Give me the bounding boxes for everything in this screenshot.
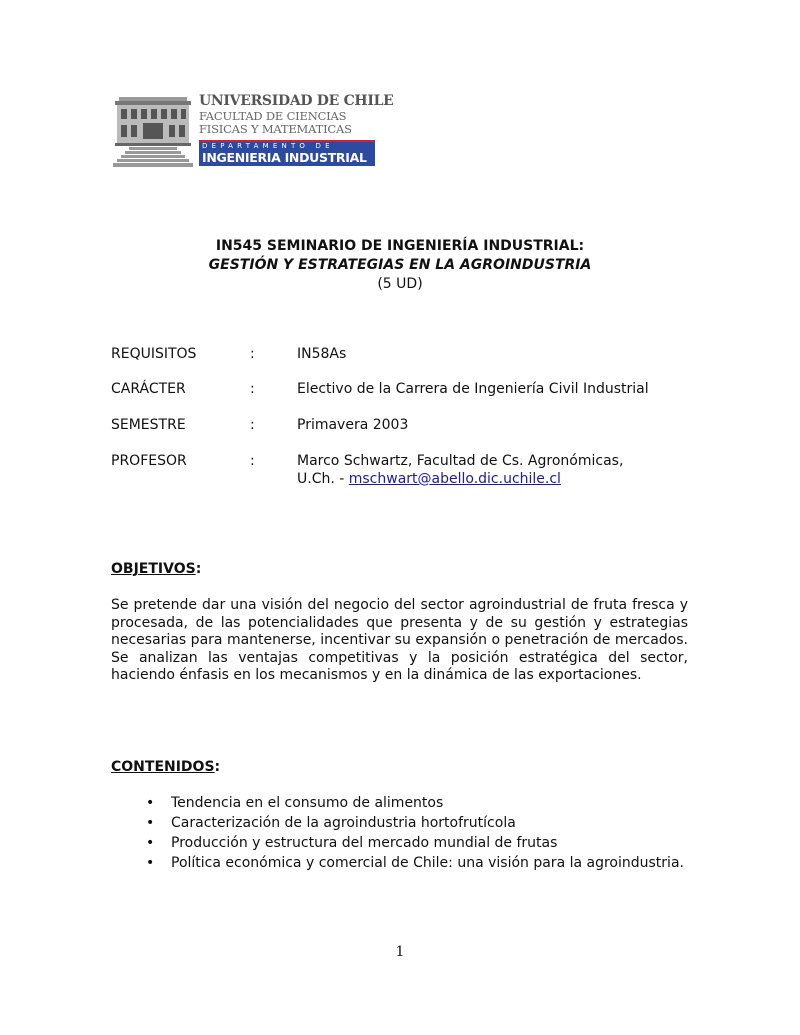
list-item (146, 853, 688, 873)
bullet-icon: • (146, 815, 155, 831)
university-logo (113, 93, 394, 171)
logo-faculty-line1: FACULTAD DE CIENCIAS (199, 109, 347, 123)
info-label: REQUISITOS (111, 346, 197, 362)
logo-department-band (199, 140, 375, 166)
info-separator: : (250, 453, 255, 469)
list-item-text: Tendencia en el consumo de alimentos (171, 795, 444, 811)
info-value: IN58As (297, 346, 347, 362)
info-separator: : (250, 381, 255, 397)
bullet-icon: • (146, 855, 155, 871)
list-item-text: Política económica y comercial de Chile: una visión para la agroindustria. (171, 855, 684, 871)
info-value-second-line (297, 470, 561, 488)
course-subtitle: GESTIÓN Y ESTRATEGIAS EN LA AGROINDUSTRIA (208, 257, 592, 273)
list-item (146, 833, 688, 853)
info-label: PROFESOR (111, 453, 187, 469)
professor-email-link[interactable]: mschwart@abello.dic.uchile.cl (348, 471, 561, 487)
contenidos-list (146, 793, 688, 873)
list-item (146, 793, 688, 813)
info-value: Electivo de la Carrera de Ingeniería Civil Industrial (297, 381, 649, 397)
objetivos-heading: OBJETIVOS: (111, 561, 202, 577)
logo-faculty-line2: FISICAS Y MATEMATICAS (199, 122, 352, 136)
logo-department-label: DEPARTAMENTO DE (202, 142, 334, 150)
info-label: CARÁCTER (111, 381, 186, 397)
course-units: (5 UD) (377, 276, 423, 292)
logo-university-name: UNIVERSIDAD DE CHILE (199, 93, 394, 109)
contenidos-heading: CONTENIDOS: (111, 759, 221, 775)
contenidos-title: CONTENIDOS (111, 759, 215, 775)
objetivos-title: OBJETIVOS (111, 561, 196, 577)
info-value: Marco Schwartz, Facultad de Cs. Agronómicas, (297, 453, 624, 469)
list-item (146, 813, 688, 833)
info-separator: : (250, 417, 255, 433)
university-building-icon (113, 95, 193, 169)
page-number: 1 (395, 944, 405, 960)
bullet-icon: • (146, 835, 155, 851)
logo-department-name: INGENIERIA INDUSTRIAL (202, 150, 367, 165)
list-item-text: Caracterización de la agroindustria hortofrutícola (171, 815, 516, 831)
objetivos-text: Se pretende dar una visión del negocio del sector agroindustrial de fruta fresca y procesada, de las potencialidades que presenta y de su gestión y estrategias necesarias para mantenerse, incentivar su expansión o penetración de mercados. Se analizan las ventajas competitivas y la posición estratégica del sector, haciendo énfasis en los mecanismos y en la dinámica de las exportaciones. (111, 597, 688, 683)
info-label: SEMESTRE (111, 417, 186, 433)
course-title: IN545 SEMINARIO DE INGENIERÍA INDUSTRIAL: (215, 238, 585, 254)
info-value: Primavera 2003 (297, 417, 409, 433)
bullet-icon: • (146, 795, 155, 811)
professor-affiliation: U.Ch. - (297, 471, 349, 487)
list-item-text: Producción y estructura del mercado mundial de frutas (171, 835, 558, 851)
info-separator: : (250, 346, 255, 362)
